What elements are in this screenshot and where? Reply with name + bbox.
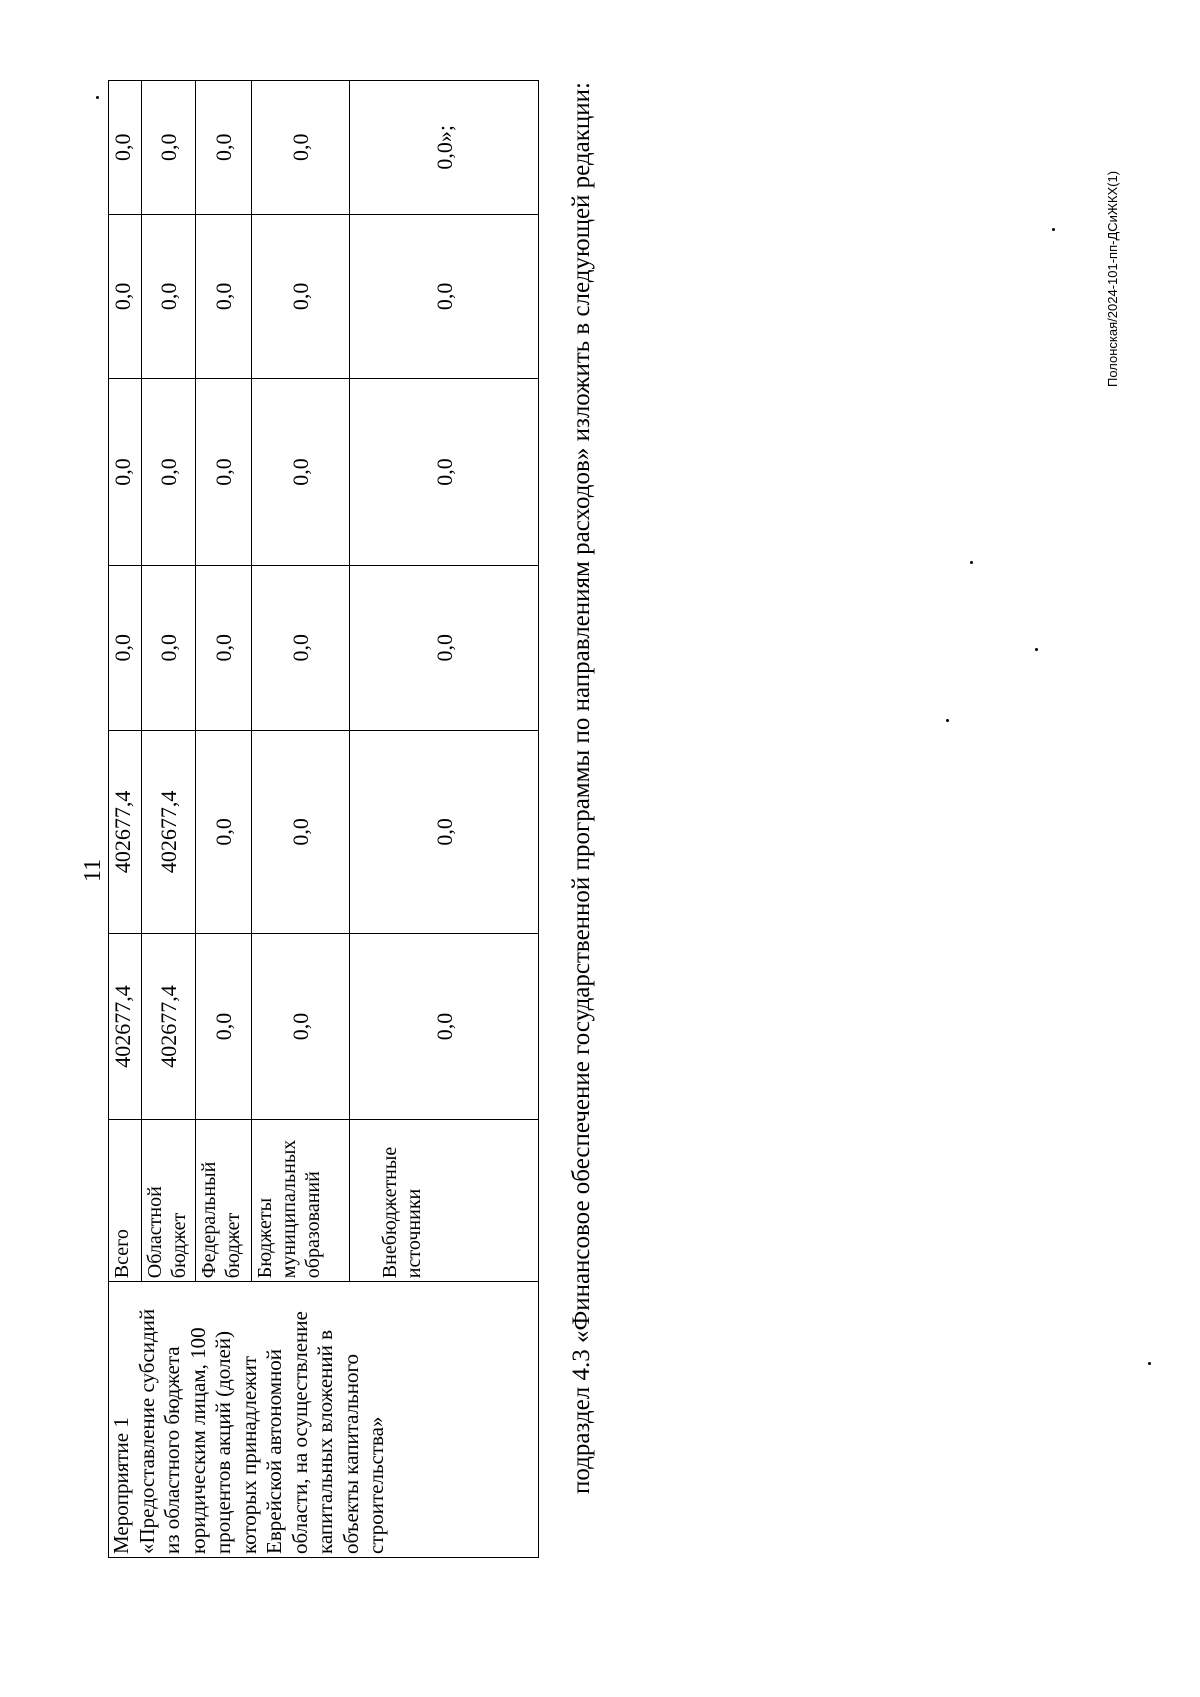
- document-code: Полонская/2024-101-пп-ДСиЖКХ(1): [1105, 170, 1120, 387]
- value-cell: 0,0: [109, 565, 142, 730]
- value-cell: 0,0: [252, 81, 350, 215]
- value-cell: 0,0: [142, 565, 196, 730]
- body-paragraph: [565, 80, 599, 1558]
- value-cell: 0,0: [350, 730, 539, 934]
- value-cell: 0,0: [196, 214, 252, 379]
- source-cell: Всего: [109, 1119, 142, 1281]
- value-cell: 402677,4: [142, 934, 196, 1120]
- scan-speck: [946, 719, 949, 722]
- value-cell: 0,0: [252, 214, 350, 379]
- scan-speck: [970, 561, 973, 564]
- value-cell: 0,0: [196, 81, 252, 215]
- scan-speck: [1052, 228, 1055, 231]
- value-cell: 0,0»;: [350, 81, 539, 215]
- value-cell: 0,0: [252, 934, 350, 1120]
- source-cell: Бюджеты муниципальных образований: [252, 1119, 350, 1281]
- paragraph-text: подраздел 4.3 «Финансовое обеспечение государственной программы по направлениям расходов» изложить в следующей редакции:: [568, 82, 595, 1494]
- value-cell: 402677,4: [109, 730, 142, 934]
- page-number: 11: [80, 858, 106, 882]
- scan-speck: [96, 96, 99, 99]
- scan-speck: [1035, 648, 1038, 651]
- value-cell: 0,0: [252, 379, 350, 566]
- financing-table: [108, 80, 539, 1558]
- table-row: [109, 81, 142, 1558]
- source-cell: Областной бюджет: [142, 1119, 196, 1281]
- value-cell: 0,0: [350, 934, 539, 1120]
- value-cell: 402677,4: [109, 934, 142, 1120]
- value-cell: 0,0: [196, 379, 252, 566]
- measure-name-cell: Мероприятие 1 «Предоставление субсидий из областного бюджета юридическим лицам, 100 процентов акций (долей) которых принадлежит Еврейской автономной области, на осуществление капитальных вложений в объекты капитального строительства»: [109, 1282, 539, 1558]
- value-cell: 0,0: [109, 81, 142, 215]
- value-cell: 0,0: [109, 214, 142, 379]
- value-cell: 0,0: [252, 565, 350, 730]
- value-cell: 0,0: [196, 730, 252, 934]
- value-cell: 0,0: [109, 379, 142, 566]
- source-cell: Внебюджетные источники: [350, 1119, 539, 1281]
- scan-speck: [1148, 1362, 1151, 1365]
- value-cell: 0,0: [142, 214, 196, 379]
- value-cell: 402677,4: [142, 730, 196, 934]
- value-cell: 0,0: [350, 214, 539, 379]
- source-cell: Федеральный бюджет: [196, 1119, 252, 1281]
- value-cell: 0,0: [142, 81, 196, 215]
- value-cell: 0,0: [196, 934, 252, 1120]
- value-cell: 0,0: [252, 730, 350, 934]
- value-cell: 0,0: [350, 379, 539, 566]
- value-cell: 0,0: [350, 565, 539, 730]
- value-cell: 0,0: [142, 379, 196, 566]
- value-cell: 0,0: [196, 565, 252, 730]
